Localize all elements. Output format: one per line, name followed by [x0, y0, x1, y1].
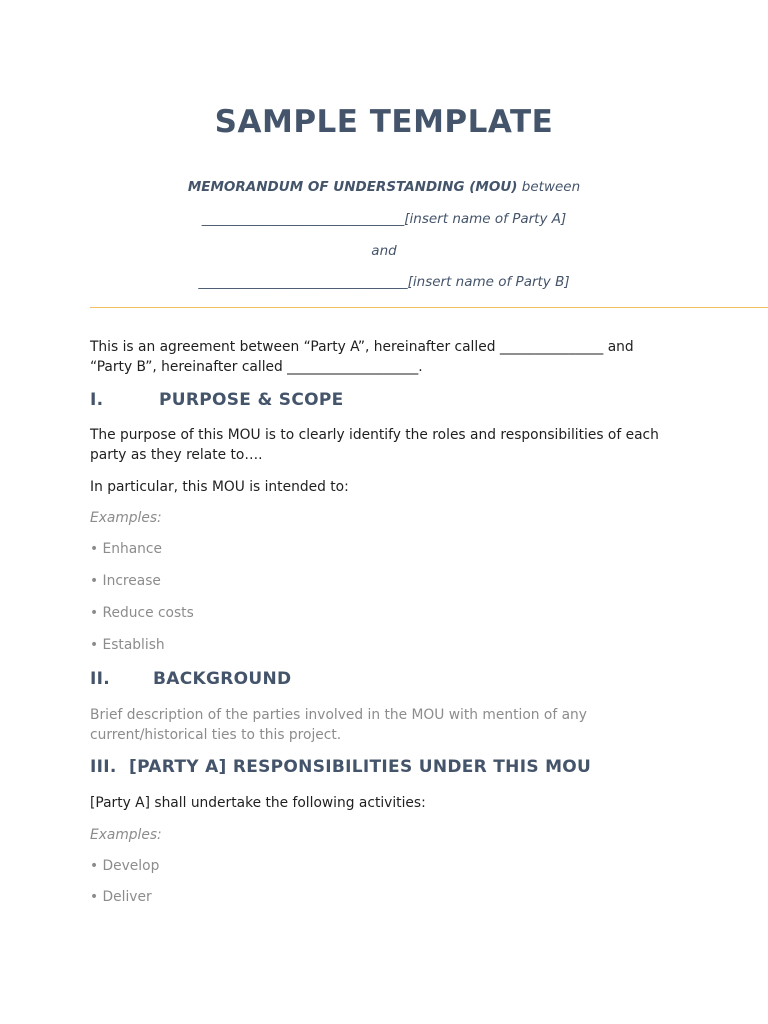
section-1-heading	[90, 390, 344, 410]
section-1-paragraph-2: In particular, this MOU is intended to:	[90, 479, 349, 495]
party-a-line: ______________________________[insert name of Party A]	[201, 211, 567, 227]
section-1-bullet-3: • Reduce costs	[90, 605, 194, 621]
section-2-paragraph-1-line-1: Brief description of the parties involved in the MOU with mention of any	[90, 707, 587, 723]
section-3-paragraph-1: [Party A] shall undertake the following activities:	[90, 795, 426, 811]
section-1-bullet-1: • Enhance	[90, 541, 163, 557]
section-1-examples-label: Examples:	[90, 510, 162, 526]
section-3-title: [PARTY A] RESPONSIBILITIES UNDER THIS MOU	[129, 757, 592, 777]
section-2-title: BACKGROUND	[153, 669, 292, 689]
section-3-heading	[90, 757, 591, 777]
divider-rule	[90, 307, 768, 308]
section-2-paragraph-1	[90, 706, 690, 745]
section-3-bullet-2: • Deliver	[90, 889, 152, 905]
section-2-paragraph-1-line-2: current/historical ties to this project.	[90, 726, 342, 743]
section-1-number: I.	[90, 390, 104, 410]
section-1-paragraph-1	[90, 426, 690, 465]
mou-subtitle	[0, 179, 768, 195]
mou-subtitle-rest: between	[517, 179, 581, 195]
section-1-paragraph-1-line-2: party as they relate to….	[90, 446, 263, 463]
section-3-examples-label: Examples:	[90, 827, 162, 843]
section-1-bullet-2: • Increase	[90, 573, 161, 589]
section-2-heading	[90, 669, 291, 689]
intro-paragraph	[90, 338, 690, 377]
section-2-number: II.	[90, 669, 111, 689]
mou-subtitle-strong: MEMORANDUM OF UNDERSTANDING (MOU)	[187, 179, 518, 195]
section-3-bullet-1: • Develop	[90, 858, 160, 874]
section-3-number: III.	[90, 757, 117, 777]
and-text: and	[371, 243, 397, 259]
document-title: SAMPLE TEMPLATE	[214, 104, 554, 140]
intro-line-1: This is an agreement between “Party A”, hereinafter called _______________ and	[90, 339, 634, 355]
section-1-paragraph-1-line-1: The purpose of this MOU is to clearly identify the roles and responsibilities of each	[90, 427, 659, 443]
section-1-title: PURPOSE & SCOPE	[159, 390, 344, 410]
section-1-bullet-4: • Establish	[90, 637, 165, 653]
party-b-line: _______________________________[insert name of Party B]	[198, 274, 570, 290]
intro-line-2: “Party B”, hereinafter called ___________________.	[90, 358, 423, 375]
